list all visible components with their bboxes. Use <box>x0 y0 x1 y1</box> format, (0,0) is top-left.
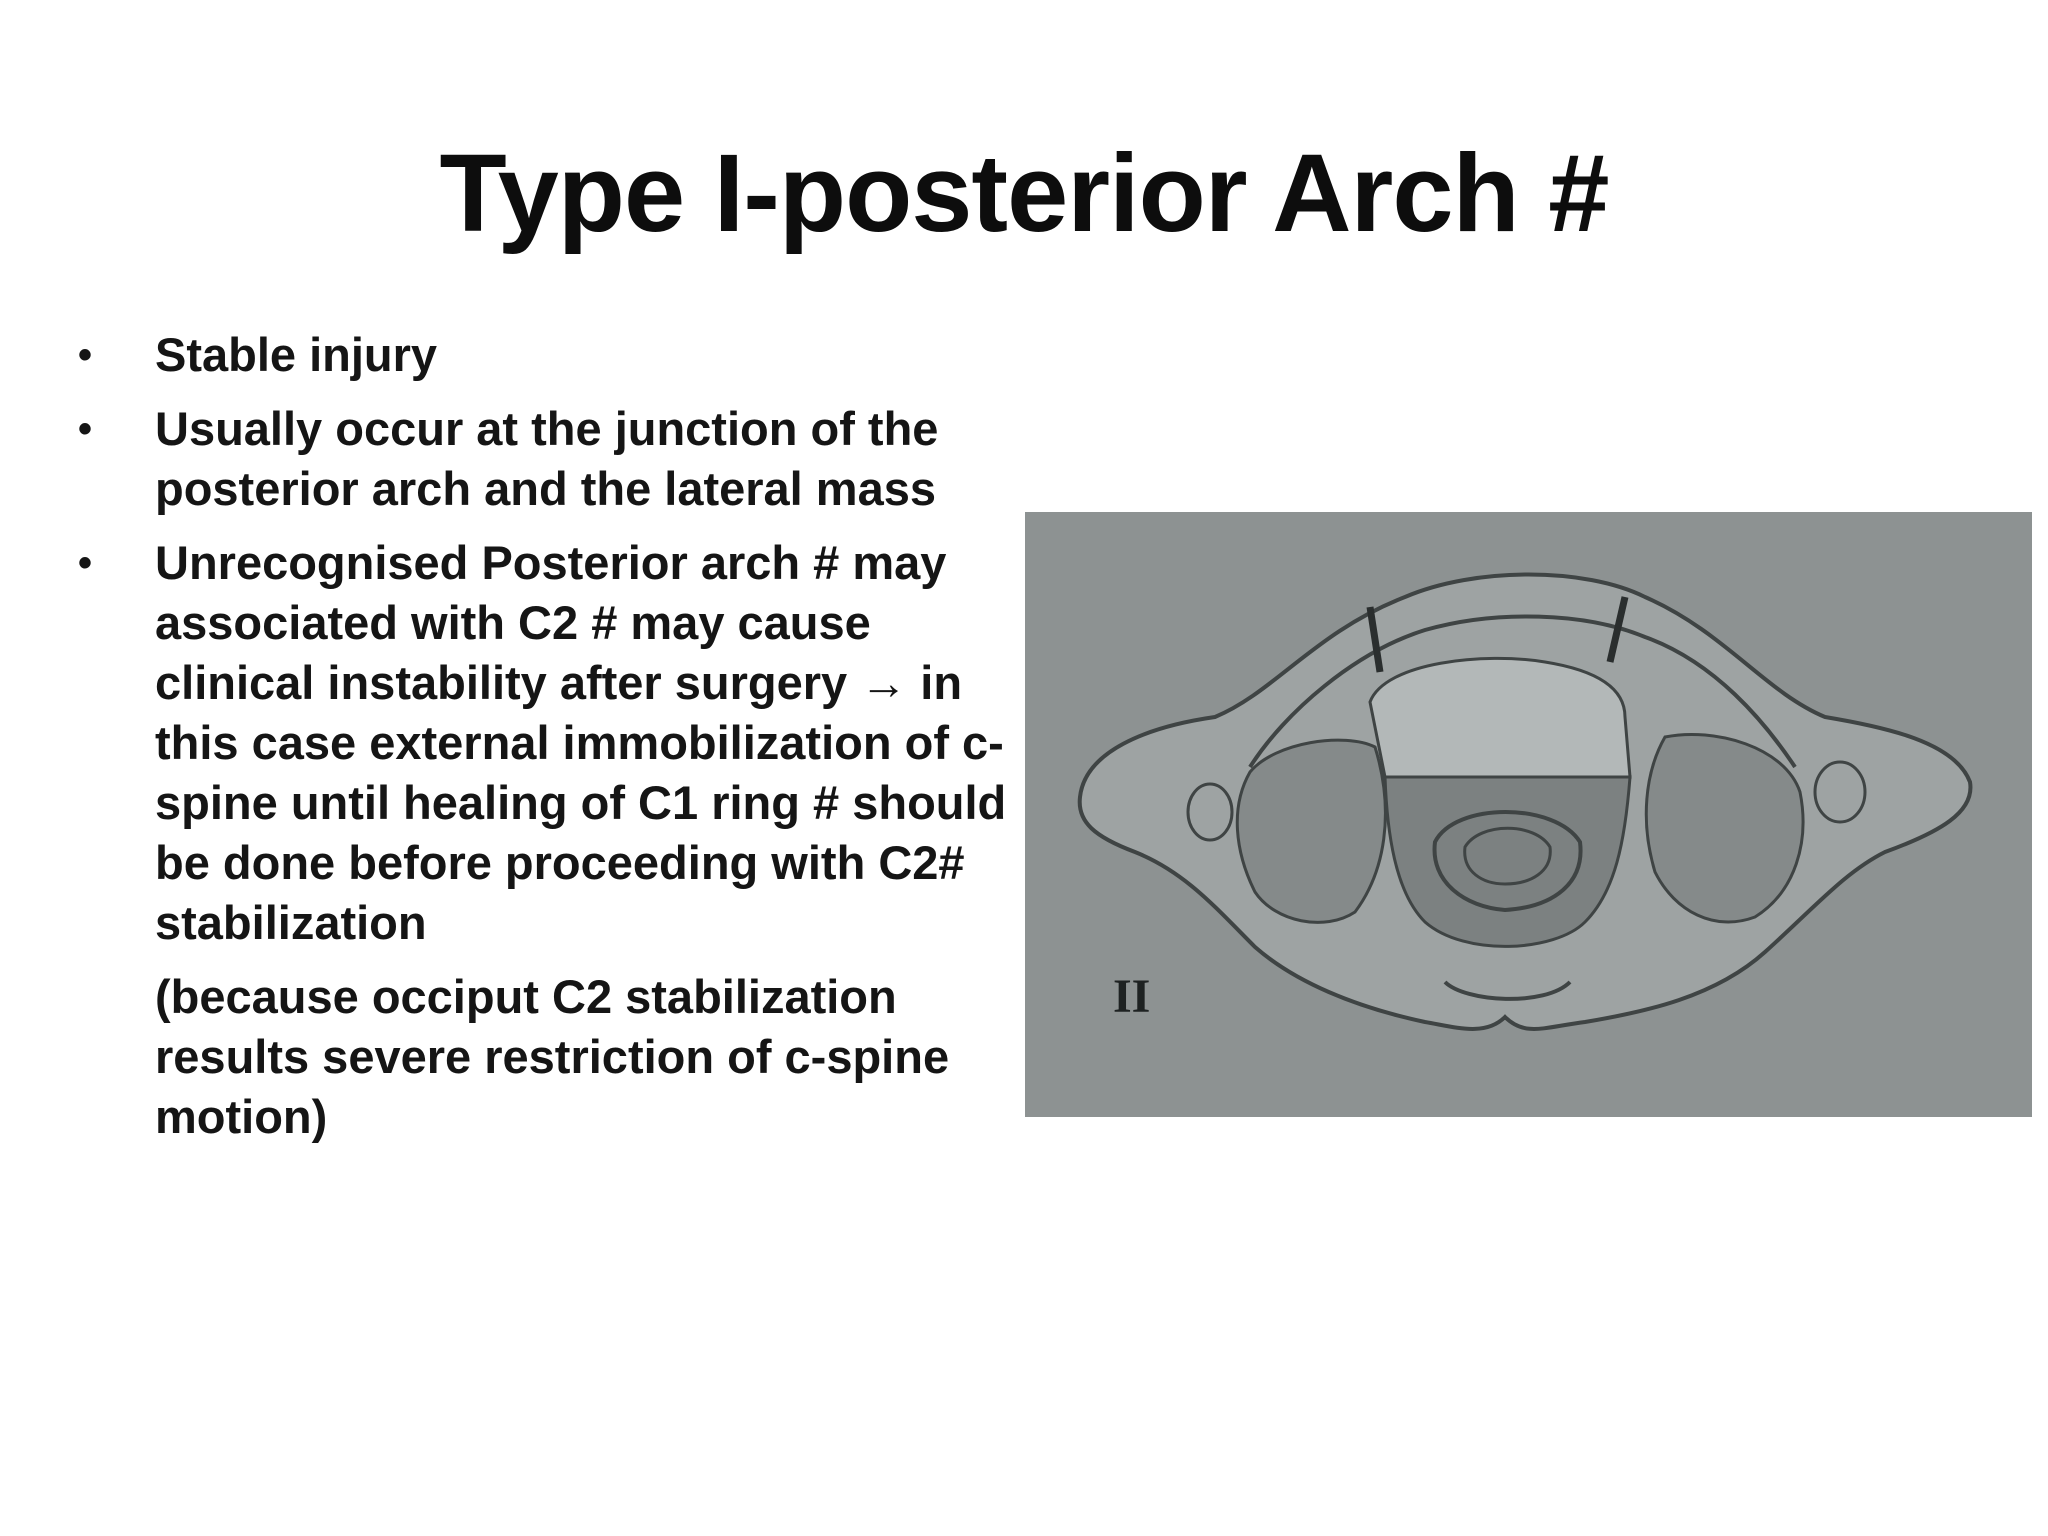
dens-region <box>1370 658 1630 777</box>
bullet-text: Stable injury <box>155 328 438 381</box>
bullet-list <box>70 325 1020 953</box>
bullet-dot-icon: • <box>78 541 93 585</box>
bullet-text: Usually occur at the junction of the posterior arch and the lateral mass <box>155 402 939 515</box>
bullet-item <box>70 399 1020 519</box>
transverse-foramen-left <box>1188 784 1232 840</box>
bullet-item <box>70 533 1020 953</box>
bullet-text: Unrecognised Posterior arch # may associated with C2 # may cause clinical instability after surgery → in this case external immobilization of c-spine until healing of C1 ring # should be done before proceeding with C2# stabilization <box>155 536 1007 949</box>
slide-title: Type I-posterior Arch # <box>439 132 1609 255</box>
lateral-mass-right <box>1646 734 1803 922</box>
bullet-dot-icon: • <box>78 407 93 451</box>
atlas-vertebra-drawing <box>1025 512 2032 1117</box>
bullet-item <box>70 325 1020 385</box>
lateral-mass-left <box>1237 740 1385 922</box>
note-text: (because occiput C2 stabilization results severe restriction of c-spine motion) <box>155 970 950 1143</box>
atlas-diagram-image <box>1025 512 2032 1117</box>
bullet-content <box>70 325 1020 1147</box>
bullet-dot-icon: • <box>78 333 93 377</box>
transverse-foramen-right <box>1815 762 1865 822</box>
figure-label: II <box>1113 970 1151 1023</box>
